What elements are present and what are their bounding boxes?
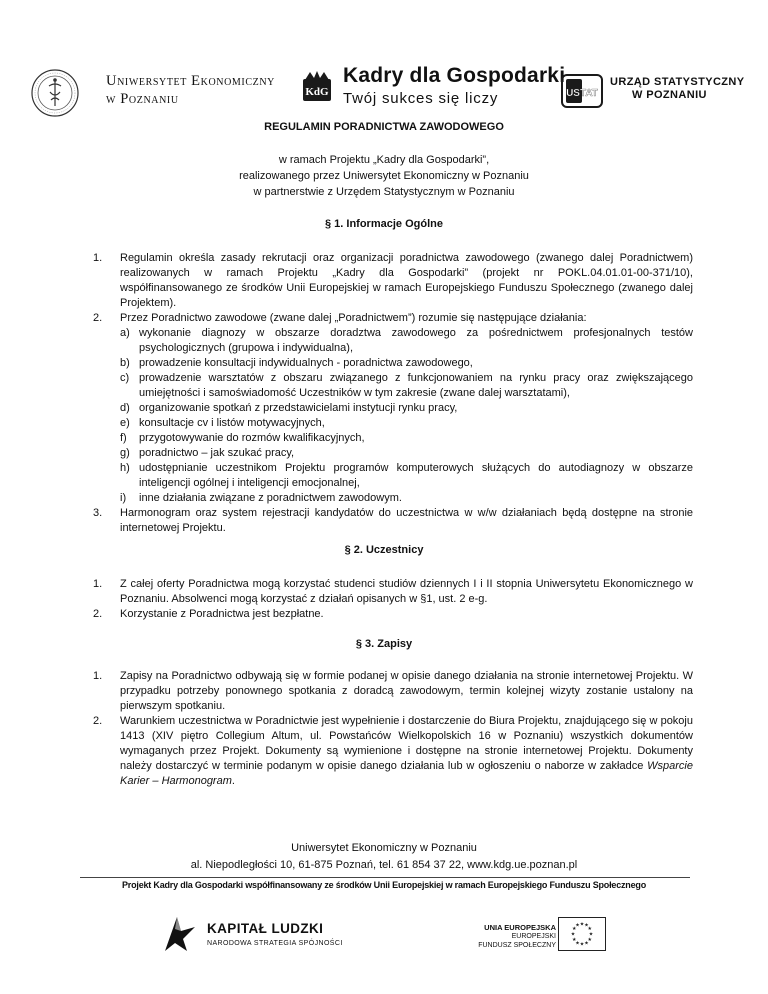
- list-item: [93, 506, 693, 536]
- intro-line: w partnerstwie z Urzędem Statystycznym w Poznaniu: [253, 186, 515, 198]
- kdg-title: Kadry dla Gospodarki: [343, 64, 566, 87]
- item-number: 3.: [93, 507, 103, 519]
- sub-item-letter: d): [120, 402, 130, 414]
- sub-item-letter: e): [120, 417, 130, 429]
- item-number: 1.: [93, 578, 103, 590]
- sub-item-letter: g): [120, 447, 130, 459]
- letterhead: [0, 60, 768, 110]
- sub-item-text: przygotowywanie do rozmów kwalifikacyjnych,: [139, 432, 365, 444]
- list-item: [93, 251, 693, 311]
- item-text: Harmonogram oraz system rejestracji kandydatów do uczestnictwa w w/w działaniach będą dostępne na stronie internetowej Projektu.: [120, 507, 693, 534]
- sub-list-item: [120, 326, 693, 356]
- sub-item-text: poradnictwo – jak szukać pracy,: [139, 447, 295, 459]
- eu-fund-line2: EUROPEJSKI: [511, 933, 556, 940]
- university-name: [106, 72, 275, 108]
- section-title: § 1. Informacje Ogólne: [325, 218, 443, 230]
- statistics-office-logo-icon: [561, 74, 603, 108]
- document-intro: [0, 152, 768, 200]
- svg-text:★: ★: [570, 931, 576, 938]
- sub-item-text: inne działania związane z poradnictwem zawodowym.: [139, 492, 402, 504]
- list-item: [93, 714, 693, 789]
- sub-item-text: udostępnianie uczestnikom Projektu programów komputerowych służących do autodiagnozy w obszarze inteligencji ogólnej i inteligencji emocjonalnej,: [139, 462, 693, 489]
- sub-item-text: prowadzenie konsultacji indywidualnych - poradnictwa zawodowego,: [139, 357, 473, 369]
- sub-list-item: [120, 416, 693, 431]
- footer-divider: [80, 877, 690, 878]
- sub-item-letter: c): [120, 372, 130, 384]
- list-item: [93, 577, 693, 607]
- item-emphasis: Wsparcie Karier – Harmonogram: [120, 760, 693, 787]
- list-item: [93, 607, 693, 622]
- svg-text:★: ★: [584, 940, 589, 947]
- item-text: Korzystanie z Poradnictwa jest bezpłatne.: [120, 608, 324, 620]
- item-text: Z całej oferty Poradnictwa mogą korzystać studenci studiów dziennych I i II stopnia Uniwersytetu Ekonomicznego w Poznaniu. Absolwenci mogą korzystać z działań opisanych w §1, ust. 2 e-g.: [120, 578, 693, 605]
- kdg-logo-text: KdG: [305, 86, 329, 98]
- svg-text:★: ★: [587, 937, 593, 943]
- sub-item-letter: f): [120, 432, 127, 444]
- intro-line: w ramach Projektu „Kadry dla Gospodarki”,: [278, 154, 490, 166]
- statistics-office-line1: URZĄD STATYSTYCZNY: [610, 76, 745, 88]
- list-item: [93, 669, 693, 714]
- footer-address-line1: Uniwersytet Ekonomiczny w Poznaniu: [291, 842, 477, 854]
- sub-list-item: [120, 446, 693, 461]
- section-3-list: [93, 669, 693, 789]
- statistics-office-name: [610, 76, 745, 102]
- sub-list: [120, 326, 693, 506]
- svg-text:★: ★: [575, 922, 580, 929]
- item-text: Warunkiem uczestnictwa w Poradnictwie jest wypełnienie i dostarczenie do Biura Projektu, znajdującego się w pokoju 1413 (XIV piętro Collegium Altum, ul. Powstańców Wielkopolskich 16 w Poznaniu) wszystkich dokumentów wymaganych przez Projekt. Dokumenty są wymienione i dostępne na stronie internetowej Projektu. Dokumenty należy dostarczyć w terminie podanym w opisie danego działania lub w ogłoszeniu o naborze w zakładce: [120, 715, 693, 772]
- kdg-logo-icon: [301, 70, 333, 104]
- svg-text:★: ★: [587, 926, 593, 932]
- item-number: 1.: [93, 252, 103, 264]
- section-2-list: [93, 577, 693, 622]
- kdg-subtitle: Twój sukces się liczy: [343, 90, 499, 107]
- document-title: REGULAMIN PORADNICTWA ZAWODOWEGO: [264, 121, 504, 133]
- university-name-line1: Uniwersytet Ekonomiczny: [106, 73, 275, 89]
- eu-fund-line3: FUNDUSZ SPOŁECZNY: [478, 942, 556, 949]
- human-capital-logo-icon: [163, 915, 197, 953]
- item-text: Regulamin określa zasady rekrutacji oraz organizacji poradnictwa zawodowego (zwanego dalej Poradnictwem) realizowanych w ramach Projektu „Kadry dla Gospodarki” (projekt nr POKL.04.01.01-00-371/10), współfinansowanego ze środków Unii Europejskiej w ramach Europejskiego Funduszu Społecznego (zwanego dalej Projektem).: [120, 252, 693, 309]
- statistics-office-line2: W POZNANIU: [632, 89, 707, 101]
- university-name-line2: w Poznaniu: [106, 91, 179, 107]
- sub-list-item: [120, 371, 693, 401]
- sub-item-letter: i): [120, 492, 127, 504]
- item-number: 2.: [93, 715, 103, 727]
- sub-item-text: wykonanie diagnozy w obszarze doradztwa zawodowego za pośrednictwem profesjonalnych testów psychologicznych (grupowa i indywidualna),: [139, 327, 693, 354]
- footer-address-line2: al. Niepodległości 10, 61-875 Poznań, tel. 61 854 37 22, www.kdg.ue.poznan.pl: [190, 859, 578, 871]
- item-number: 2.: [93, 312, 103, 324]
- svg-text:★: ★: [571, 926, 577, 932]
- footer-project-note: Projekt Kadry dla Gospodarki współfinansowany ze środków Unii Europejskiej w ramach Europejskiego Funduszu Społecznego: [121, 880, 647, 890]
- svg-text:★: ★: [588, 931, 594, 938]
- section-1-list: [93, 251, 693, 536]
- eu-flag-icon: [558, 917, 606, 951]
- university-seal-icon: [30, 68, 80, 118]
- sub-list-item: [120, 401, 693, 416]
- human-capital-subtitle: NARODOWA STRATEGIA SPÓJNOŚCI: [207, 940, 343, 947]
- svg-text:★: ★: [571, 937, 577, 943]
- section-title: § 3. Zapisy: [355, 638, 413, 650]
- intro-line: realizowanego przez Uniwersytet Ekonomiczny w Poznaniu: [239, 170, 529, 182]
- svg-text:★: ★: [584, 922, 589, 929]
- svg-text:★: ★: [579, 941, 585, 948]
- section-title: § 2. Uczestnicy: [344, 544, 424, 556]
- sub-list-item: [120, 431, 693, 446]
- sub-list-item: [120, 461, 693, 491]
- item-number: 2.: [93, 608, 103, 620]
- eu-fund-line1: UNIA EUROPEJSKA: [484, 923, 556, 932]
- list-item: [93, 311, 693, 506]
- sub-item-text: konsultacje cv i listów motywacyjnych,: [139, 417, 325, 429]
- sub-item-letter: a): [120, 327, 130, 339]
- sub-list-item: [120, 491, 693, 506]
- statistics-office-logo-text: USTAT: [566, 88, 598, 99]
- sub-item-letter: b): [120, 357, 130, 369]
- item-text: Przez Poradnictwo zawodowe (zwane dalej „Poradnictwem”) rozumie się następujące działania:: [120, 312, 587, 324]
- footer-address: [0, 840, 768, 874]
- item-number: 1.: [93, 670, 103, 682]
- eu-fund-text: [478, 923, 556, 950]
- item-text-end: .: [231, 775, 235, 787]
- item-text: Zapisy na Poradnictwo odbywają się w formie podanej w opisie danego działania na stronie internetowej Projektu. W przypadku potrzeby ponownego spotkania z doradcą zawodowym, termin kolejnej wizyty zostanie ustalony na pierwszym spotkaniu.: [120, 670, 693, 712]
- sub-list-item: [120, 356, 693, 371]
- sub-item-text: prowadzenie warsztatów z obszaru związanego z funkcjonowaniem na rynku pracy oraz zwiększającego umiejętności i samoświadomość Uczestników w tym zakresie (zwane dalej warsztatami),: [139, 372, 693, 399]
- sub-item-letter: h): [120, 462, 130, 474]
- svg-text:★: ★: [575, 940, 580, 947]
- sub-item-text: organizowanie spotkań z przedstawicielami instytucji rynku pracy,: [139, 402, 458, 414]
- human-capital-title: KAPITAŁ LUDZKI: [207, 921, 324, 936]
- svg-text:★: ★: [579, 921, 585, 928]
